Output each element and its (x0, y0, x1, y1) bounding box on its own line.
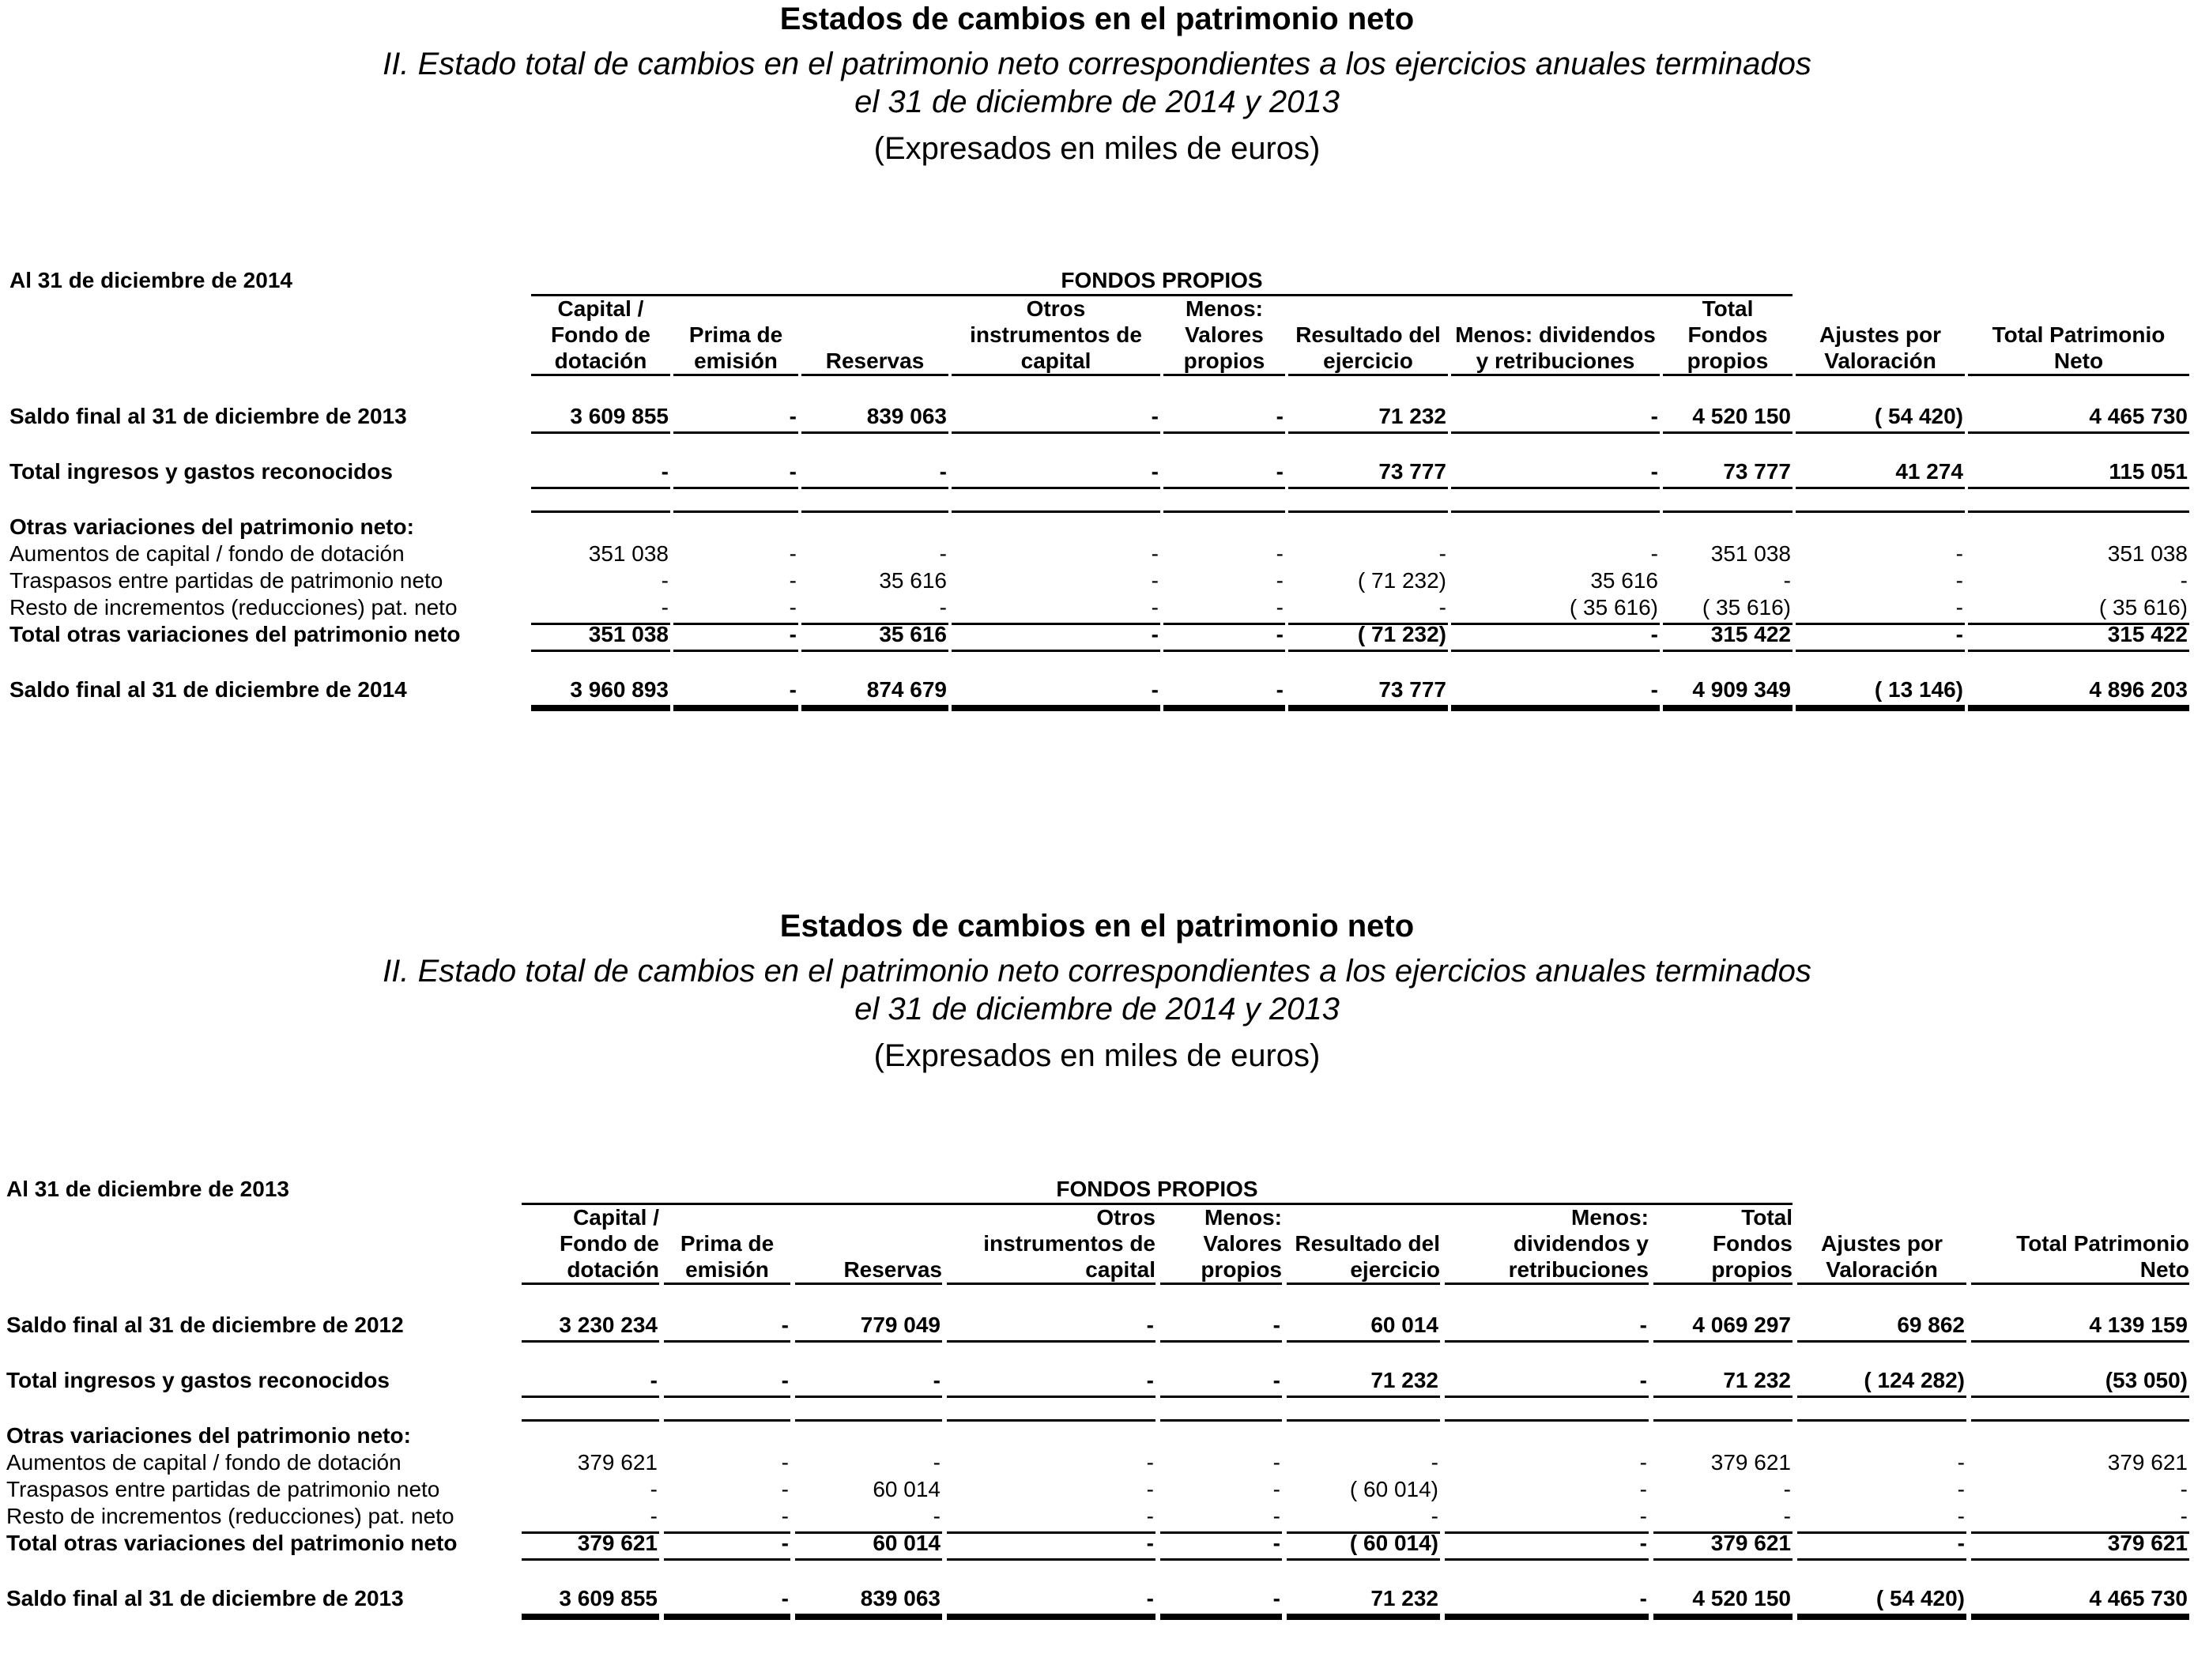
cell-underline (795, 1396, 942, 1398)
cell-underline (1288, 650, 1448, 652)
table-cell: - (1955, 568, 1963, 593)
table-cell: 41 274 (1895, 459, 1963, 484)
cell-underline (1653, 1419, 1793, 1422)
cell-underline (801, 510, 948, 513)
statement-title: Estados de cambios en el patrimonio neto (779, 2, 1415, 36)
table-cell: - (650, 1504, 658, 1528)
table-cell: - (939, 541, 947, 566)
cell-underline (1288, 487, 1448, 489)
cell-underline (522, 1419, 659, 1422)
cell-underline (1797, 1396, 1966, 1398)
row-label: Resto de incrementos (reducciones) pat. neto (6, 1504, 454, 1528)
cell-underline (1971, 1614, 2189, 1620)
table-cell: 315 422 (1710, 622, 1791, 646)
table-cell: 379 621 (2107, 1531, 2188, 1555)
row-label: Traspasos entre partidas de patrimonio neto (9, 568, 443, 593)
table-cell: - (661, 568, 669, 593)
table-cell: ( 54 420) (1874, 404, 1963, 428)
cell-underline (1971, 1396, 2189, 1398)
cell-underline (801, 705, 948, 711)
table-cell: 4 139 159 (2089, 1313, 2188, 1337)
cell-underline (522, 1396, 659, 1398)
table-cell: - (1639, 1450, 1647, 1475)
table-cell: - (1955, 541, 1963, 566)
cell-underline (1663, 431, 1793, 434)
table-cell: ( 71 232) (1357, 622, 1446, 646)
cell-underline (664, 1396, 790, 1398)
row-label: Saldo final al 31 de diciembre de 2014 (9, 677, 407, 702)
table-cell: 4 520 150 (1692, 404, 1791, 428)
cell-underline (801, 487, 948, 489)
table-cell: 315 422 (2107, 622, 2188, 646)
table-cell: 73 777 (1723, 459, 1791, 484)
table-cell: - (789, 541, 797, 566)
cell-underline (801, 431, 948, 434)
cell-underline (664, 1558, 790, 1561)
cell-underline (1160, 1396, 1282, 1398)
cell-underline (947, 1396, 1155, 1398)
statement-subtitle-line1: II. Estado total de cambios en el patrimonio neto correspondientes a los ejercicios anuales terminados (383, 47, 1811, 81)
cell-underline (1797, 1340, 1966, 1343)
cell-underline (1160, 1340, 1282, 1343)
cell-underline (795, 1558, 942, 1561)
cell-underline (1797, 1419, 1966, 1422)
row-label: Saldo final al 31 de diciembre de 2013 (9, 404, 407, 428)
cell-underline (1445, 1396, 1649, 1398)
column-header: Prima de emisión (664, 1204, 790, 1285)
cell-underline (1663, 487, 1793, 489)
cell-underline (952, 510, 1160, 513)
cell-underline (1451, 487, 1660, 489)
table-cell: - (1151, 541, 1159, 566)
cell-underline (952, 705, 1160, 711)
table-cell: - (2180, 1504, 2188, 1528)
table-cell: 71 232 (1370, 1586, 1438, 1610)
table-cell: - (1650, 622, 1658, 646)
table-cell: - (1957, 1477, 1965, 1501)
cell-underline (1163, 650, 1285, 652)
table-cell: - (1438, 541, 1446, 566)
cell-underline (952, 487, 1160, 489)
table-cell: - (1639, 1313, 1647, 1337)
table-cell: - (650, 1477, 658, 1501)
table-cell: - (1272, 1586, 1280, 1610)
column-header: Reservas (795, 1204, 942, 1285)
table-cell: - (781, 1313, 789, 1337)
table-cell: 71 232 (1723, 1368, 1791, 1392)
table-cell: 379 621 (1710, 1531, 1791, 1555)
table-cell: - (1639, 1504, 1647, 1528)
table-cell: - (2180, 1477, 2188, 1501)
date-label: Al 31 de diciembre de 2014 (9, 268, 292, 292)
column-header: Capital / Fondo de dotación (522, 1204, 659, 1285)
table-cell: - (1272, 1477, 1280, 1501)
cell-underline (795, 1340, 942, 1343)
column-header: Ajustes por Valoración (1796, 296, 1965, 376)
table-cell: - (1276, 622, 1284, 646)
table-cell: - (781, 1450, 789, 1475)
table-cell: - (1955, 595, 1963, 620)
cell-underline (522, 1558, 659, 1561)
table-cell: 69 862 (1897, 1313, 1965, 1337)
row-label: Otras variaciones del patrimonio neto: (9, 514, 414, 539)
cell-underline (1288, 510, 1448, 513)
table-cell: - (1146, 1313, 1154, 1337)
cell-underline (1796, 705, 1965, 711)
cell-underline (531, 705, 670, 711)
column-header: Menos: Valores propios (1160, 1204, 1282, 1285)
row-label: Otras variaciones del patrimonio neto: (6, 1423, 411, 1448)
table-cell: - (2180, 568, 2188, 593)
table-cell: - (1276, 595, 1284, 620)
table-cell: - (1639, 1531, 1647, 1555)
table-cell: - (789, 568, 797, 593)
cell-underline (1797, 1614, 1966, 1620)
cell-underline (1796, 650, 1965, 652)
table-cell: - (781, 1504, 789, 1528)
column-header: Reservas (801, 296, 948, 376)
row-label: Total otras variaciones del patrimonio neto (6, 1531, 458, 1555)
table-cell: - (1151, 568, 1159, 593)
table-cell: ( 124 282) (1864, 1368, 1965, 1392)
cell-underline (664, 1419, 790, 1422)
table-cell: ( 35 616) (1569, 595, 1658, 620)
table-cell: - (1151, 459, 1159, 484)
cell-underline (1968, 487, 2189, 489)
row-label: Saldo final al 31 de diciembre de 2012 (6, 1313, 404, 1337)
cell-underline (1796, 487, 1965, 489)
table-cell: 4 909 349 (1692, 677, 1791, 702)
table-cell: 4 069 297 (1692, 1313, 1791, 1337)
table-cell: - (1276, 404, 1284, 428)
cell-underline (1160, 1558, 1282, 1561)
cell-underline (531, 510, 670, 513)
cell-underline (1653, 1340, 1793, 1343)
cell-underline (1653, 1614, 1793, 1620)
cell-underline (795, 1419, 942, 1422)
cell-underline (947, 1614, 1155, 1620)
table-cell: - (789, 622, 797, 646)
table-cell: - (1272, 1368, 1280, 1392)
table-cell: - (781, 1586, 789, 1610)
table-cell: - (933, 1504, 941, 1528)
cell-underline (1653, 1558, 1793, 1561)
table-cell: - (1957, 1531, 1965, 1555)
table-cell: - (933, 1450, 941, 1475)
table-cell: ( 71 232) (1357, 568, 1446, 593)
table-cell: - (781, 1368, 789, 1392)
cell-underline (795, 1614, 942, 1620)
table-cell: - (1151, 677, 1159, 702)
cell-underline (1797, 1558, 1966, 1561)
cell-underline (531, 431, 670, 434)
table-cell: - (1955, 622, 1963, 646)
table-cell: - (1957, 1450, 1965, 1475)
table-cell: - (1146, 1586, 1154, 1610)
table-cell: - (1272, 1504, 1280, 1528)
table-cell: - (1650, 541, 1658, 566)
table-cell: - (1783, 568, 1791, 593)
table-cell: - (1639, 1368, 1647, 1392)
units-note: (Expresados en miles de euros) (873, 131, 1321, 166)
cell-underline (947, 1340, 1155, 1343)
table-cell: - (1957, 1504, 1965, 1528)
cell-underline (801, 650, 948, 652)
cell-underline (673, 705, 798, 711)
cell-underline (1451, 431, 1660, 434)
table-cell: 35 616 (879, 622, 947, 646)
table-cell: 4 520 150 (1692, 1586, 1791, 1610)
table-cell: - (1151, 595, 1159, 620)
cell-underline (1971, 1558, 2189, 1561)
table-cell: 71 232 (1370, 1368, 1438, 1392)
column-header: Menos: dividendos y retribuciones (1451, 296, 1660, 376)
table-cell: - (661, 459, 669, 484)
table-cell: 379 621 (2107, 1450, 2188, 1475)
table-cell: - (1783, 1504, 1791, 1528)
table-cell: ( 60 014) (1349, 1531, 1438, 1555)
cell-underline (1663, 510, 1793, 513)
table-cell: 351 038 (2107, 541, 2188, 566)
table-cell: 4 465 730 (2089, 1586, 2188, 1610)
row-label: Total ingresos y gastos reconocidos (6, 1368, 390, 1392)
cell-underline (1968, 431, 2189, 434)
date-label: Al 31 de diciembre de 2013 (6, 1177, 289, 1201)
cell-underline (952, 650, 1160, 652)
table-cell: 379 621 (577, 1450, 658, 1475)
cell-underline (1663, 650, 1793, 652)
table-cell: - (1276, 541, 1284, 566)
table-cell: - (1650, 459, 1658, 484)
row-label: Traspasos entre partidas de patrimonio neto (6, 1477, 440, 1501)
cell-underline (1451, 510, 1660, 513)
column-header: Total Fondos propios (1653, 1204, 1793, 1285)
table-cell: - (1276, 459, 1284, 484)
cell-underline (1796, 510, 1965, 513)
table-cell: 4 465 730 (2089, 404, 2188, 428)
cell-underline (664, 1340, 790, 1343)
table-cell: - (789, 404, 797, 428)
cell-underline (1451, 650, 1660, 652)
table-cell: ( 60 014) (1349, 1477, 1438, 1501)
table-cell: - (1272, 1531, 1280, 1555)
table-cell: ( 13 146) (1874, 677, 1963, 702)
table-cell: - (1272, 1450, 1280, 1475)
column-header: Total Patrimonio Neto (1971, 1204, 2189, 1285)
table-cell: 4 896 203 (2089, 677, 2188, 702)
statement-subtitle-line2: el 31 de diciembre de 2014 y 2013 (854, 992, 1340, 1026)
table-cell: - (939, 595, 947, 620)
fondos-propios-header: FONDOS PROPIOS (522, 1176, 1793, 1205)
cell-underline (1796, 431, 1965, 434)
table-cell: 351 038 (588, 541, 669, 566)
table-cell: - (1146, 1504, 1154, 1528)
table-cell: - (789, 677, 797, 702)
cell-underline (664, 1614, 790, 1620)
table-cell: - (789, 595, 797, 620)
table-cell: 35 616 (1590, 568, 1658, 593)
row-label: Resto de incrementos (reducciones) pat. neto (9, 595, 458, 620)
table-cell: 3 230 234 (559, 1313, 658, 1337)
table-cell: 379 621 (577, 1531, 658, 1555)
column-header: Resultado del ejercicio (1287, 1204, 1440, 1285)
table-cell: - (1276, 568, 1284, 593)
units-note: (Expresados en miles de euros) (873, 1038, 1321, 1073)
statement-title: Estados de cambios en el patrimonio neto (779, 909, 1415, 944)
cell-underline (673, 510, 798, 513)
cell-underline (522, 1340, 659, 1343)
table-cell: - (1146, 1531, 1154, 1555)
table-cell: 3 609 855 (559, 1586, 658, 1610)
table-cell: - (781, 1531, 789, 1555)
cell-underline (947, 1558, 1155, 1561)
column-header: Menos: dividendos y retribuciones (1445, 1204, 1649, 1285)
cell-underline (1288, 705, 1448, 711)
table-cell: ( 35 616) (2098, 595, 2188, 620)
cell-underline (1968, 650, 2189, 652)
table-cell: 779 049 (860, 1313, 941, 1337)
table-cell: - (1639, 1477, 1647, 1501)
cell-underline (1445, 1558, 1649, 1561)
cell-underline (1968, 705, 2189, 711)
table-cell: ( 54 420) (1875, 1586, 1965, 1610)
table-cell: - (1146, 1368, 1154, 1392)
cell-underline (1445, 1340, 1649, 1343)
table-cell: - (1151, 622, 1159, 646)
table-cell: 60 014 (873, 1477, 941, 1501)
table-cell: 73 777 (1378, 459, 1446, 484)
cell-underline (1287, 1558, 1440, 1561)
cell-underline (1451, 705, 1660, 711)
table-cell: - (1650, 404, 1658, 428)
table-cell: - (650, 1368, 658, 1392)
cell-underline (1287, 1614, 1440, 1620)
table-cell: 839 063 (866, 404, 947, 428)
cell-underline (673, 487, 798, 489)
cell-underline (1163, 431, 1285, 434)
column-header: Prima de emisión (673, 296, 798, 376)
table-cell: - (1639, 1586, 1647, 1610)
row-label: Total ingresos y gastos reconocidos (9, 459, 393, 484)
table-cell: - (781, 1477, 789, 1501)
cell-underline (1287, 1340, 1440, 1343)
cell-underline (522, 1614, 659, 1620)
cell-underline (1971, 1340, 2189, 1343)
table-cell: - (1431, 1504, 1438, 1528)
cell-underline (1288, 431, 1448, 434)
table-cell: 379 621 (1710, 1450, 1791, 1475)
row-label: Total otras variaciones del patrimonio neto (9, 622, 461, 646)
table-cell: - (1146, 1450, 1154, 1475)
table-cell: 874 679 (866, 677, 947, 702)
cell-underline (1971, 1419, 2189, 1422)
table-cell: 60 014 (873, 1531, 941, 1555)
cell-underline (952, 431, 1160, 434)
table-cell: 60 014 (1370, 1313, 1438, 1337)
table-cell: 3 960 893 (570, 677, 669, 702)
cell-underline (1653, 1396, 1793, 1398)
row-label: Aumentos de capital / fondo de dotación (6, 1450, 401, 1475)
table-cell: - (1431, 1450, 1438, 1475)
table-cell: - (939, 459, 947, 484)
table-cell: - (1438, 595, 1446, 620)
cell-underline (1163, 510, 1285, 513)
column-header: Otros instrumentos de capital (947, 1204, 1155, 1285)
row-label: Saldo final al 31 de diciembre de 2013 (6, 1586, 404, 1610)
table-cell: - (1151, 404, 1159, 428)
table-cell: - (661, 595, 669, 620)
table-cell: 839 063 (860, 1586, 941, 1610)
table-cell: ( 35 616) (1702, 595, 1791, 620)
table-cell: 3 609 855 (570, 404, 669, 428)
table-cell: - (789, 459, 797, 484)
table-cell: - (1783, 1477, 1791, 1501)
table-cell: - (1276, 677, 1284, 702)
cell-underline (1968, 510, 2189, 513)
cell-underline (531, 650, 670, 652)
column-header: Total Fondos propios (1663, 296, 1793, 376)
column-header: Otros instrumentos de capital (952, 296, 1160, 376)
table-cell: - (1272, 1313, 1280, 1337)
table-cell: 35 616 (879, 568, 947, 593)
table-cell: 71 232 (1378, 404, 1446, 428)
cell-underline (1445, 1419, 1649, 1422)
column-header: Capital / Fondo de dotación (531, 296, 670, 376)
cell-underline (947, 1419, 1155, 1422)
table-cell: - (1650, 677, 1658, 702)
cell-underline (1160, 1614, 1282, 1620)
cell-underline (1163, 705, 1285, 711)
row-label: Aumentos de capital / fondo de dotación (9, 541, 405, 566)
column-header: Resultado del ejercicio (1288, 296, 1448, 376)
column-header: Total Patrimonio Neto (1968, 296, 2189, 376)
cell-underline (1445, 1614, 1649, 1620)
cell-underline (1163, 487, 1285, 489)
table-cell: 351 038 (1710, 541, 1791, 566)
cell-underline (1287, 1396, 1440, 1398)
cell-underline (1287, 1419, 1440, 1422)
column-header: Menos: Valores propios (1163, 296, 1285, 376)
table-cell: - (933, 1368, 941, 1392)
cell-underline (673, 650, 798, 652)
table-cell: - (1146, 1477, 1154, 1501)
table-cell: (53 050) (2105, 1368, 2188, 1392)
fondos-propios-header: FONDOS PROPIOS (531, 267, 1793, 296)
table-cell: 351 038 (588, 622, 669, 646)
statement-subtitle-line1: II. Estado total de cambios en el patrimonio neto correspondientes a los ejercicios anuales terminados (383, 954, 1811, 989)
cell-underline (1160, 1419, 1282, 1422)
cell-underline (673, 431, 798, 434)
cell-underline (1663, 705, 1793, 711)
column-header: Ajustes por Valoración (1797, 1204, 1966, 1285)
statement-subtitle-line2: el 31 de diciembre de 2014 y 2013 (854, 85, 1340, 119)
table-cell: 115 051 (2109, 459, 2188, 484)
cell-underline (531, 487, 670, 489)
table-cell: 73 777 (1378, 677, 1446, 702)
